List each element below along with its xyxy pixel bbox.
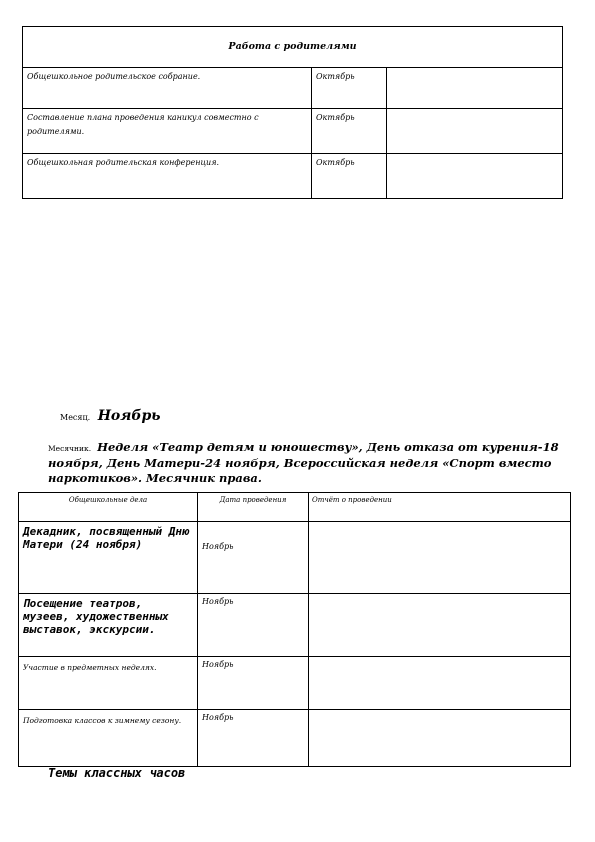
column-header: Дата проведения: [198, 493, 309, 522]
report-cell: [309, 710, 571, 767]
parents-work-table: [22, 26, 563, 199]
event-cell: Общешкольное родительское собрание.: [23, 68, 312, 109]
table-row: [23, 154, 563, 199]
date-cell: Ноябрь: [198, 594, 309, 657]
date-cell: Ноябрь: [198, 522, 309, 594]
event-name-cell: Декадник, посвященный Дню Матери (24 ноября): [19, 522, 198, 594]
table-row: [19, 710, 571, 767]
event-cell: Составление плана проведения каникул совместно с родителями.: [23, 109, 312, 154]
date-cell: Ноябрь: [198, 710, 309, 767]
report-cell: [309, 657, 571, 710]
note-cell: [387, 154, 563, 199]
event-name-cell: Участие в предметных неделях.: [19, 657, 198, 710]
table-row: [19, 594, 571, 657]
table-row: [19, 657, 571, 710]
report-cell: [309, 522, 571, 594]
month-line: [60, 408, 161, 424]
note-cell: [387, 109, 563, 154]
month-label: Месяц.: [60, 413, 91, 422]
monthly-text: Неделя «Театр детям и юношеству», День отказа от курения-18 ноября, День Матери-24 ноября, Всероссийская неделя «Спорт вместо наркотиков». Месячник права.: [48, 440, 559, 485]
date-cell: Октябрь: [312, 154, 387, 199]
school-events-table: [18, 492, 571, 767]
report-cell: [309, 594, 571, 657]
date-cell: Ноябрь: [198, 657, 309, 710]
monthly-events: [48, 440, 568, 486]
date-cell: Октябрь: [312, 109, 387, 154]
column-header: Отчёт о проведении: [309, 493, 571, 522]
table-header-row: [19, 493, 571, 522]
date-cell: Октябрь: [312, 68, 387, 109]
column-header: Общешкольные дела: [19, 493, 198, 522]
event-cell: Общешкольная родительская конференция.: [23, 154, 312, 199]
parents-table-header: Работа с родителями: [23, 27, 563, 68]
event-name-cell: Посещение театров, музеев, художественных выставок, экскурсии.: [19, 594, 198, 657]
event-name-cell: Подготовка классов к зимнему сезону.: [19, 710, 198, 767]
table-row: [23, 68, 563, 109]
table-row: [23, 109, 563, 154]
monthly-label: Месячник.: [48, 444, 92, 453]
class-hours-title: Темы классных часов: [48, 766, 186, 780]
table-row: [19, 522, 571, 594]
note-cell: [387, 68, 563, 109]
month-value: Ноябрь: [97, 408, 161, 424]
